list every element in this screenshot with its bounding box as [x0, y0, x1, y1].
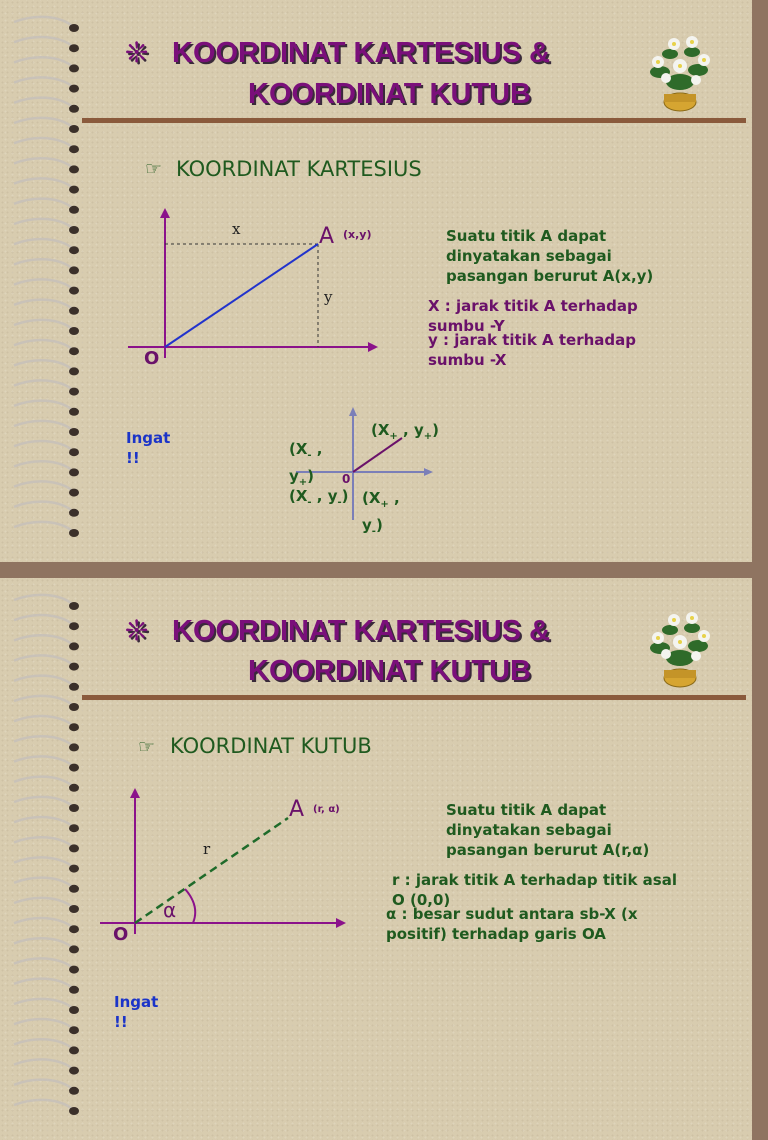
section-subtitle: KOORDINAT KARTESIUS — [176, 157, 422, 181]
description-line: Suatu titik A dapat — [446, 801, 607, 819]
label-x: x — [232, 220, 241, 238]
definition-x: X : jarak titik A terhadap sumbu -Y — [428, 297, 638, 335]
section-subtitle: KOORDINAT KUTUB — [170, 734, 372, 758]
quadrant-1-label: ($X_+$ , $y_+$) — [371, 421, 439, 442]
quadrant-4-label: ($X_+$ , $y_-$) — [362, 489, 400, 537]
definition-alpha: α : besar sudut antara sb-X (x positif) terhadap garis OA — [386, 905, 638, 943]
title-line-2: KOORDINAT KUTUB — [248, 78, 531, 110]
reminder-label: Ingat !! — [126, 429, 171, 467]
reminder-label: Ingat !! — [114, 993, 159, 1031]
quadrant-3-label: ($X_-$ , $y_-$) — [289, 487, 349, 508]
point-a-label: A — [289, 797, 305, 822]
origin-label: O — [144, 348, 160, 369]
point-a-label: A — [319, 224, 335, 249]
description-line: dinyatakan sebagai — [446, 821, 612, 839]
definition-y: y : jarak titik A terhadap sumbu -X — [428, 331, 636, 369]
title-line-1: KOORDINAT KARTESIUS & — [172, 37, 551, 69]
slide-1 — [0, 0, 768, 562]
ornament-icon: ❊ — [125, 614, 149, 647]
label-y: y — [324, 288, 333, 306]
definition-r: r : jarak titik A terhadap titik asal O (0,0) — [392, 871, 677, 909]
pointing-hand-icon: ☞ — [145, 158, 163, 180]
quadrant-2-label: ($X_-$ , $y_+$) — [289, 440, 323, 488]
title-line-1: KOORDINAT KARTESIUS & — [172, 615, 551, 647]
quadrant-diagram — [0, 0, 768, 562]
pointing-hand-icon: ☞ — [138, 736, 156, 758]
quadrant-origin: 0 — [342, 472, 351, 486]
title-line-2: KOORDINAT KUTUB — [248, 655, 531, 687]
description-text: Suatu titik A dapat dinyatakan sebagai pasangan berurut A(x,y) — [446, 227, 654, 285]
alpha-label: α — [163, 898, 177, 922]
label-r: r — [203, 840, 211, 858]
slide-2 — [0, 578, 768, 1140]
point-a-coord: (x,y) — [343, 228, 372, 241]
point-a-coord: (r, α) — [313, 804, 340, 815]
ornament-icon: ❊ — [125, 36, 149, 69]
description-text — [446, 800, 716, 860]
description-line: pasangan berurut A(r,α) — [446, 841, 650, 859]
origin-label: O — [113, 924, 129, 945]
